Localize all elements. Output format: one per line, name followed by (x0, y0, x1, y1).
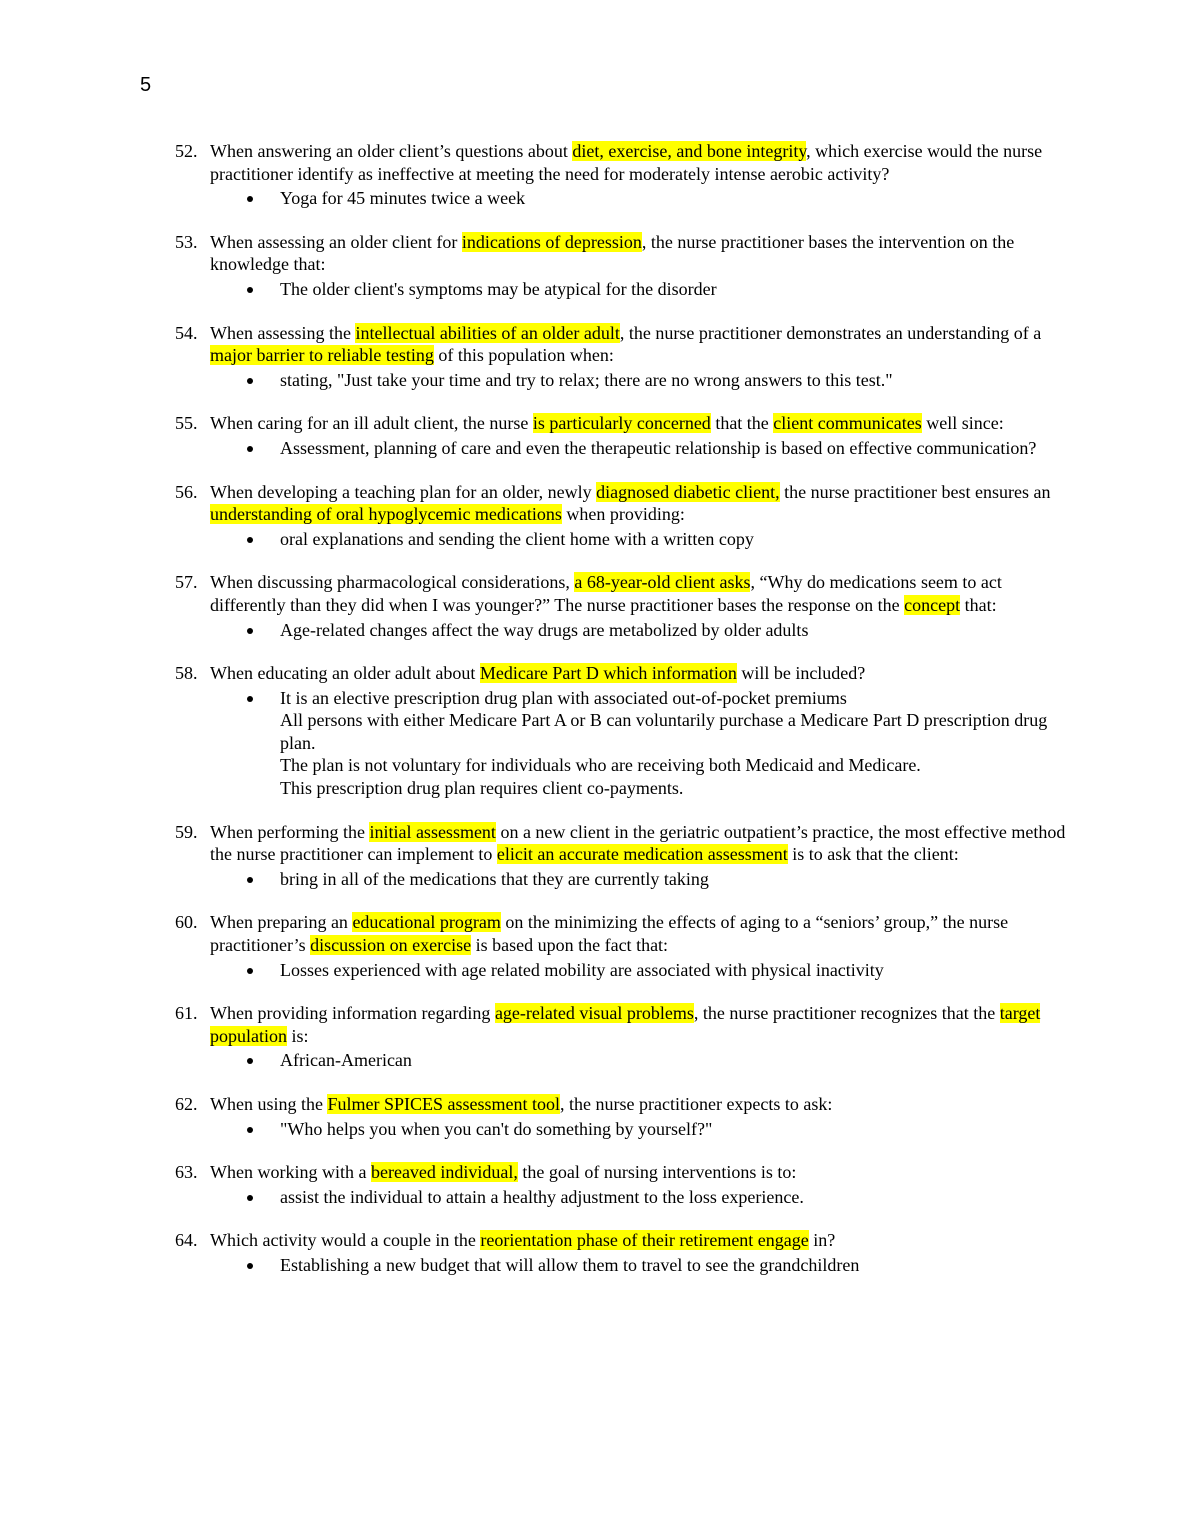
question-text (210, 1093, 1075, 1116)
question-item (175, 571, 1075, 641)
question-text-segment: on a new client in the geriatric outpatient’s practice, the most effective method the nurse practitioner can implement to (210, 821, 1066, 865)
question-text (210, 571, 1075, 616)
question-text-segment: when providing: (561, 504, 685, 525)
question-text-segment: When assessing an older client for (210, 231, 462, 252)
question-text-segment: , the nurse practitioner expects to ask: (560, 1094, 833, 1114)
highlighted-text: educational program (352, 912, 501, 933)
highlighted-text: a 68-year-old client asks (574, 572, 751, 593)
answer-list (210, 278, 1075, 301)
answer-continuation-line: All persons with either Medicare Part A or B can voluntarily purchase a Medicare Part D prescription drug plan. (280, 710, 1048, 753)
question-number: 60. (175, 912, 198, 933)
answer-bullet-item: "Who helps you when you can't do something by yourself?" (210, 1118, 1075, 1141)
question-text-segment: on the minimizing the effects of aging to a “seniors’ group,” the nurse practitioner’s (210, 912, 1009, 956)
question-number: 54. (175, 322, 198, 343)
highlighted-text: understanding of oral hypoglycemic medications (210, 504, 562, 525)
answer-bullet-item: bring in all of the medications that they are currently taking (210, 868, 1075, 891)
question-text-segment: When preparing an (210, 912, 353, 933)
question-text-segment: is to ask that the client: (787, 844, 959, 865)
question-text (210, 1161, 1075, 1184)
answer-list (210, 187, 1075, 210)
highlighted-text: elicit an accurate medication assessment (496, 844, 788, 865)
highlighted-text: diet, exercise, and bone integrity (572, 141, 807, 161)
question-item (175, 322, 1075, 392)
answer-bullet-item: Establishing a new budget that will allow them to travel to see the grandchildren (210, 1254, 1075, 1277)
answer-list (210, 437, 1075, 460)
answer-list (210, 1118, 1075, 1141)
question-number: 53. (175, 231, 198, 252)
highlighted-text: reorientation phase of their retirement engage (480, 1230, 809, 1251)
answer-list (210, 369, 1075, 392)
question-text (210, 231, 1075, 276)
question-item (175, 911, 1075, 981)
highlighted-text: bereaved individual, (370, 1162, 518, 1183)
answer-bullet-item: Yoga for 45 minutes twice a week (210, 187, 1075, 210)
answer-list (210, 868, 1075, 891)
question-text-segment: When answering an older client’s questions about (210, 141, 573, 161)
question-number: 63. (175, 1162, 198, 1183)
answer-list (210, 1254, 1075, 1277)
highlighted-text: age-related visual problems (494, 1003, 694, 1024)
answer-bullet-item: stating, "Just take your time and try to relax; there are no wrong answers to this test." (210, 369, 1075, 392)
answer-bullet-item: assist the individual to attain a healthy adjustment to the loss experience. (210, 1186, 1075, 1209)
question-text-segment: When providing information regarding (210, 1003, 495, 1024)
answer-bullet-item: Losses experienced with age related mobility are associated with physical inactivity (210, 959, 1075, 982)
question-number: 61. (175, 1003, 198, 1024)
highlighted-text: initial assessment (369, 821, 496, 842)
question-text-segment: that the (710, 413, 774, 434)
answer-bullet-item: oral explanations and sending the client home with a written copy (210, 528, 1075, 551)
question-number: 59. (175, 821, 198, 842)
question-text-segment: Which activity would a couple in the (210, 1230, 481, 1251)
question-text (210, 911, 1075, 956)
question-item (175, 1161, 1075, 1208)
question-text-segment: is: (287, 1025, 309, 1046)
highlighted-text: intellectual abilities of an older adult (355, 322, 620, 343)
question-text-segment: of this population when: (433, 345, 614, 366)
answer-list (210, 687, 1075, 800)
question-text-segment: the nurse practitioner best ensures an (779, 481, 1051, 502)
question-item (175, 821, 1075, 891)
question-text (210, 1229, 1075, 1252)
highlighted-text: Fulmer SPICES assessment tool (327, 1094, 560, 1114)
answer-list (210, 619, 1075, 642)
question-number: 52. (175, 141, 198, 161)
question-text (210, 140, 1075, 185)
question-text-segment: , which exercise would the nurse practitioner identify as ineffective at meeting the need for moderately intense aerobic activity? (210, 141, 1043, 184)
question-text-segment: well since: (921, 413, 1004, 434)
question-text-segment: When caring for an ill adult client, the nurse (210, 413, 533, 434)
answer-list (210, 959, 1075, 982)
question-item (175, 231, 1075, 301)
question-text-segment: When discussing pharmacological considerations, (210, 572, 575, 593)
question-text-segment: , the nurse practitioner bases the intervention on the knowledge that: (210, 231, 1015, 275)
answer-bullet-item: Age-related changes affect the way drugs are metabolized by older adults (210, 619, 1075, 642)
answer-continuation-line: The plan is not voluntary for individuals who are receiving both Medicaid and Medicare. (280, 755, 921, 776)
question-text (210, 322, 1075, 367)
question-number: 58. (175, 663, 198, 684)
question-text (210, 662, 1075, 685)
question-item (175, 1093, 1075, 1140)
highlighted-text: Medicare Part D which information (479, 663, 737, 684)
question-text-segment: When assessing the (210, 322, 356, 343)
question-number: 56. (175, 481, 198, 502)
question-text-segment: When developing a teaching plan for an older, newly (210, 481, 597, 502)
answer-bullet-item: African-American (210, 1049, 1075, 1072)
question-text (210, 1002, 1075, 1047)
question-item (175, 481, 1075, 551)
question-list (175, 140, 1075, 1298)
question-text-segment: , the nurse practitioner demonstrates an understanding of a (619, 322, 1042, 343)
answer-bullet-item: Assessment, planning of care and even the therapeutic relationship is based on effective communication? (210, 437, 1075, 460)
answer-bullet-item: The older client's symptoms may be atypical for the disorder (210, 278, 1075, 301)
question-text (210, 481, 1075, 526)
question-text-segment: When performing the (210, 821, 370, 842)
question-text-segment: When educating an older adult about (210, 663, 480, 684)
highlighted-text: discussion on exercise (310, 935, 472, 956)
question-text-segment: is based upon the fact that: (471, 935, 669, 956)
answer-bullet-item: It is an elective prescription drug plan with associated out-of-pocket premiums (210, 687, 1075, 710)
question-text-segment: When working with a (210, 1162, 371, 1183)
answer-list (210, 1186, 1075, 1209)
question-text (210, 412, 1075, 435)
question-text-segment: , the nurse practitioner recognizes that the (693, 1003, 1000, 1024)
highlighted-text: major barrier to reliable testing (210, 345, 434, 366)
question-item (175, 412, 1075, 459)
question-number: 55. (175, 413, 198, 434)
highlighted-text: client communicates (773, 413, 922, 434)
question-number: 64. (175, 1230, 198, 1251)
question-text-segment: that: (960, 594, 997, 615)
question-number: 62. (175, 1094, 198, 1114)
question-item (175, 140, 1075, 210)
question-item (175, 1002, 1075, 1072)
answer-list (210, 1049, 1075, 1072)
highlighted-text: concept (904, 594, 961, 615)
question-text-segment: When using the (210, 1094, 328, 1114)
question-text (210, 821, 1075, 866)
question-text-segment: the goal of nursing interventions is to: (517, 1162, 797, 1183)
question-item (175, 1229, 1075, 1276)
answer-continuation-line: This prescription drug plan requires client co-payments. (280, 778, 684, 799)
question-text-segment: in? (808, 1230, 836, 1251)
answer-list (210, 528, 1075, 551)
question-number: 57. (175, 572, 198, 593)
highlighted-text: is particularly concerned (532, 413, 711, 434)
highlighted-text: diagnosed diabetic client, (596, 481, 780, 502)
question-text-segment: will be included? (736, 663, 866, 684)
highlighted-text: target population (210, 1003, 1041, 1046)
question-text-segment: , “Why do medications seem to act differently than they did when I was younger?” The nurse practitioner bases the response on the (210, 572, 1002, 615)
question-item (175, 662, 1075, 800)
page-number: 5 (140, 74, 152, 96)
highlighted-text: indications of depression (461, 231, 642, 252)
